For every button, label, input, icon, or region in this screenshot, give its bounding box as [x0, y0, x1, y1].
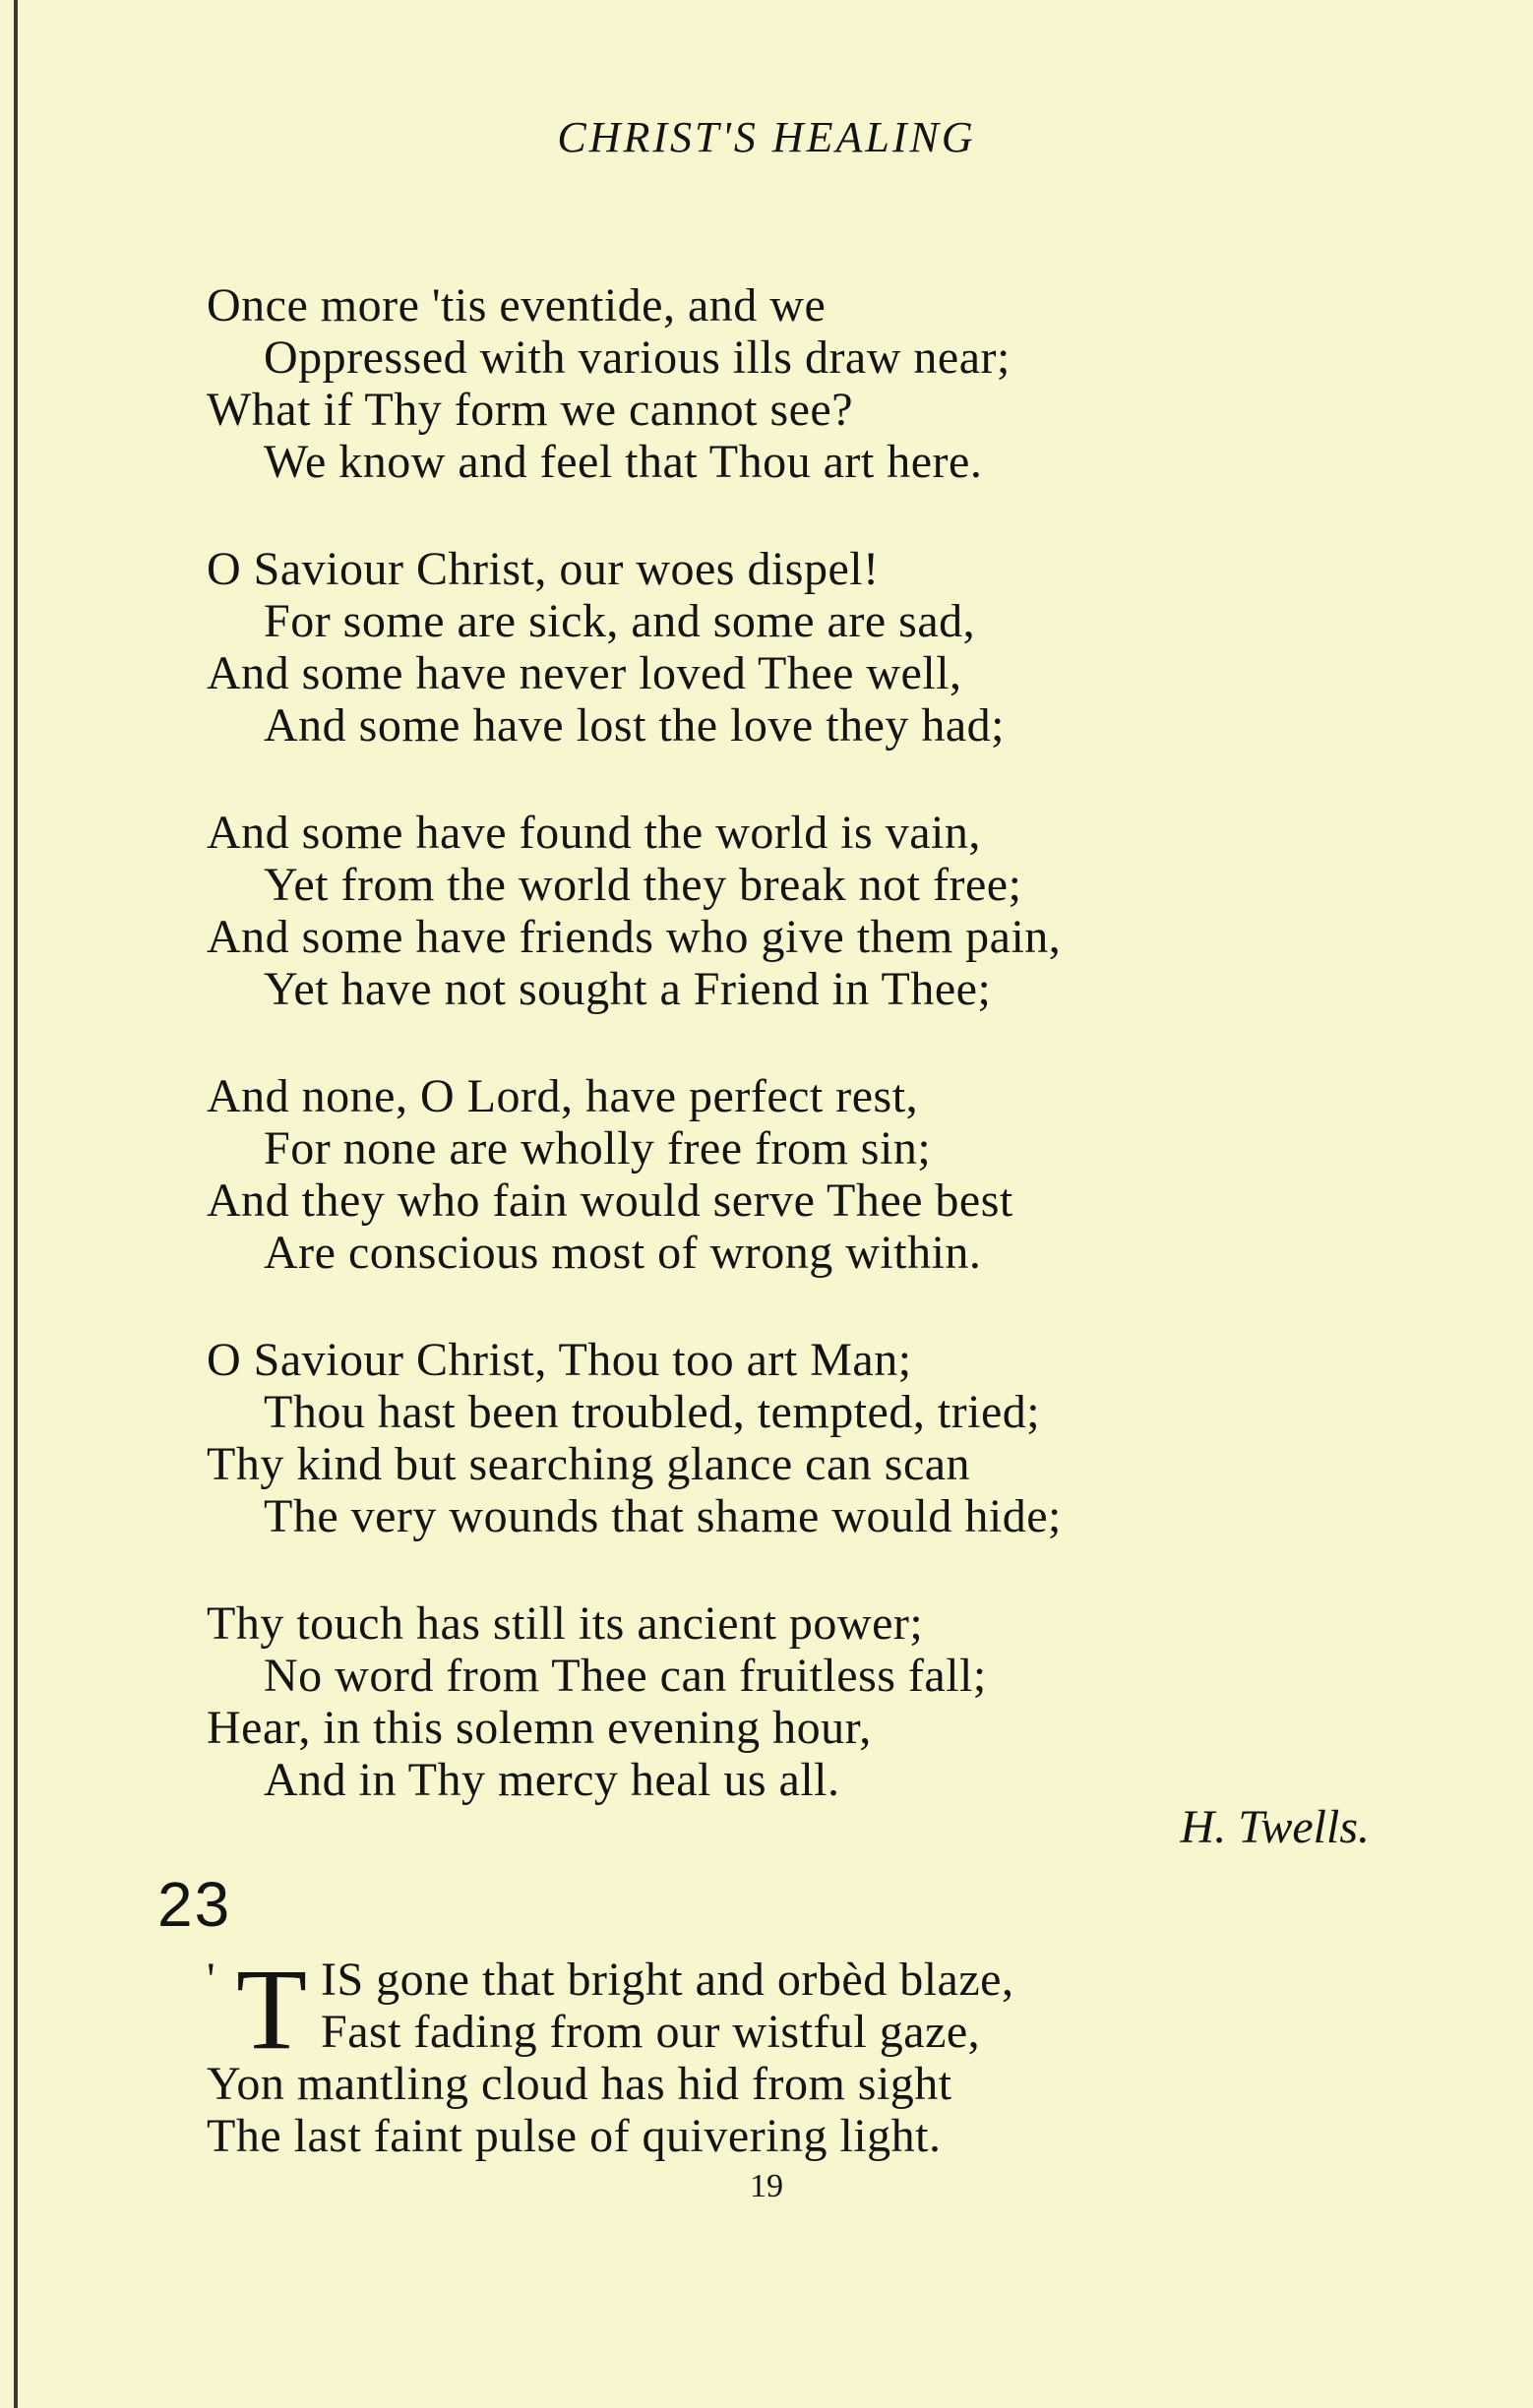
verse-line: We know and feel that Thou art here. — [264, 436, 983, 488]
verse-line: Fast fading from our wistful gaze, — [321, 2006, 981, 2058]
verse-line: Thy kind but searching glance can scan — [207, 1438, 971, 1490]
verse-line: And some have lost the love they had; — [264, 699, 1006, 752]
author-attribution: H. Twells. — [1180, 1801, 1370, 1853]
verse-line: O Saviour Christ, Thou too art Man; — [207, 1334, 912, 1386]
drop-cap: T — [236, 1945, 308, 2074]
stanza-3 — [207, 807, 1387, 1015]
verse-line-text: IS gone that bright and orbèd blaze, — [321, 1954, 1014, 2006]
verse-line: Once more 'tis eventide, and we — [207, 279, 827, 331]
leading-apostrophe: ' — [207, 1954, 216, 2006]
verse-line: What if Thy form we cannot see? — [207, 384, 854, 436]
verse-line: Thy touch has still its ancient power; — [207, 1597, 924, 1650]
stanza-2 — [207, 543, 1387, 752]
verse-line: And none, O Lord, have perfect rest, — [207, 1070, 919, 1122]
verse-line: Oppressed with various ills draw near; — [264, 331, 1011, 384]
stanza-4 — [207, 1070, 1387, 1279]
verse-line: Are conscious most of wrong within. — [264, 1227, 982, 1279]
hymn-23 — [207, 1945, 1387, 2162]
verse-line: Hear, in this solemn evening hour, — [207, 1702, 872, 1754]
verse-line: And some have friends who give them pain, — [207, 911, 1062, 963]
verse-line: Thou hast been troubled, tempted, tried; — [264, 1386, 1041, 1438]
stanza-1 — [207, 279, 1387, 488]
verse-line: And some have found the world is vain, — [207, 807, 981, 859]
hymn-christs-healing — [207, 279, 1387, 1861]
verse-line: No word from Thee can fruitless fall; — [264, 1650, 987, 1702]
stanza-5 — [207, 1334, 1387, 1542]
hymn-number: 23 — [157, 1869, 232, 1940]
verse-line: The last faint pulse of quivering light. — [207, 2110, 942, 2162]
verse-line: And they who fain would serve Thee best — [207, 1174, 1013, 1227]
verse-line: For none are wholly free from sin; — [264, 1122, 932, 1174]
page-number: 19 — [750, 2168, 783, 2204]
verse-line: Yon mantling cloud has hid from sight — [207, 2058, 952, 2110]
verse-line: For some are sick, and some are sad, — [264, 595, 976, 647]
verse-line — [207, 1954, 1387, 2006]
verse-line: And in Thy mercy heal us all. — [264, 1754, 840, 1806]
verse-line: Yet have not sought a Friend in Thee; — [264, 963, 992, 1015]
verse-line: Yet from the world they break not free; — [264, 859, 1022, 911]
running-head: CHRIST'S HEALING — [557, 113, 976, 161]
verse-line: The very wounds that shame would hide; — [264, 1490, 1062, 1542]
stanza-6 — [207, 1597, 1387, 1806]
verse-line: And some have never loved Thee well, — [207, 647, 962, 699]
verse-line: O Saviour Christ, our woes dispel! — [207, 543, 880, 595]
